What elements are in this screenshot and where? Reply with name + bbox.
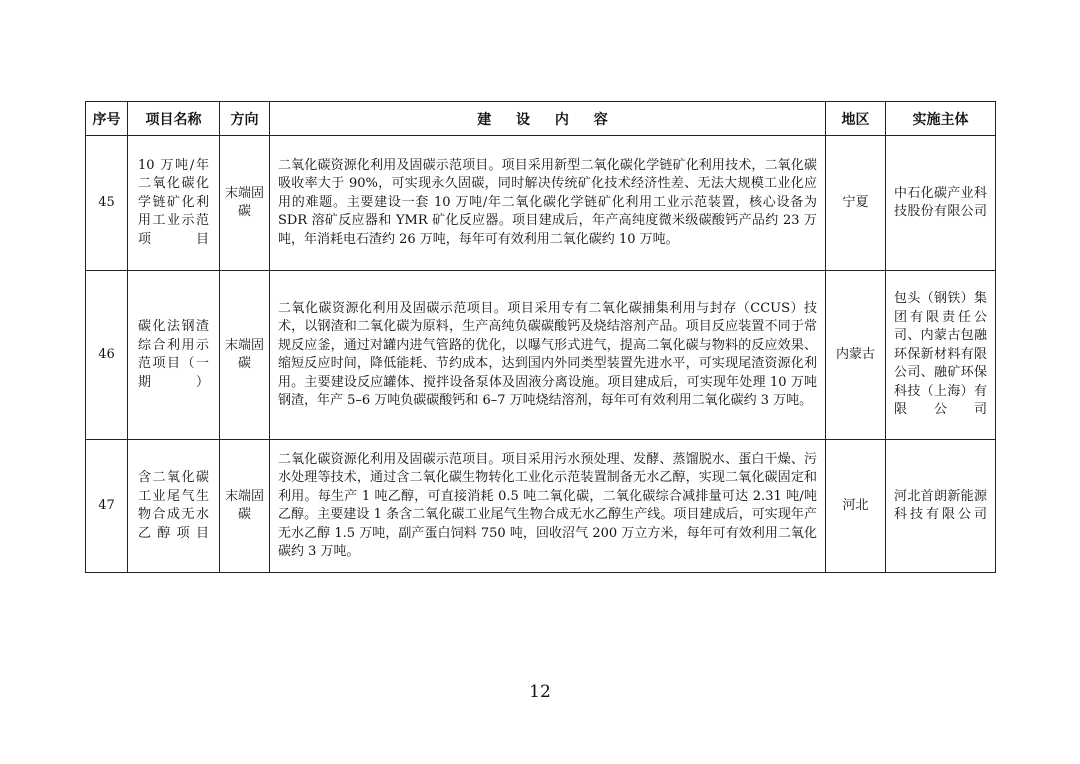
row-number: 47 bbox=[86, 440, 128, 573]
construction-content: 二氧化碳资源化利用及固碳示范项目。项目采用新型二氧化碳化学链矿化利用技术，二氧化碳吸收率大于 90%，可实现永久固碳，同时解决传统矿化技术经济性差、无法大规模工业化应用的难题。主要建设一套 10 万吨/年二氧化碳化学链矿化利用工业示范装置，核心设备为 SDR 溶矿反应器和 YMR 矿化反应器。项目建成后，年产高纯度微米级碳酸钙产品约 23 万吨，年消耗电石渣约 26 万吨，每年可有效利用二氧化碳约 10 万吨。 bbox=[270, 136, 826, 271]
page-number: 12 bbox=[529, 682, 551, 702]
table-row bbox=[86, 136, 996, 271]
direction: 末端固碳 bbox=[220, 440, 270, 573]
direction: 末端固碳 bbox=[220, 136, 270, 271]
table-row bbox=[86, 440, 996, 573]
direction: 末端固碳 bbox=[220, 271, 270, 440]
header-num: 序号 bbox=[86, 102, 128, 136]
header-region: 地区 bbox=[826, 102, 886, 136]
implementing-entity: 包头（钢铁）集团有限责任公司、内蒙古包融环保新材料有限公司、融矿环保科技（上海）有限公司 bbox=[886, 271, 996, 440]
project-name: 碳化法钢渣综合利用示范项目（一期） bbox=[128, 271, 220, 440]
header-entity: 实施主体 bbox=[886, 102, 996, 136]
header-content: 建 设 内 容 bbox=[270, 102, 826, 136]
row-number: 45 bbox=[86, 136, 128, 271]
implementing-entity: 中石化碳产业科技股份有限公司 bbox=[886, 136, 996, 271]
table-row bbox=[86, 271, 996, 440]
header-direction: 方向 bbox=[220, 102, 270, 136]
table-header-row bbox=[86, 102, 996, 136]
construction-content: 二氧化碳资源化利用及固碳示范项目。项目采用污水预处理、发酵、蒸馏脱水、蛋白干燥、污水处理等技术，通过含二氧化碳生物转化工业化示范装置制备无水乙醇，实现二氧化碳固定和利用。每生产 1 吨乙醇，可直接消耗 0.5 吨二氧化碳，二氧化碳综合减排量可达 2.31 吨/吨乙醇。主要建设 1 条含二氧化碳工业尾气生物合成无水乙醇生产线。项目建成后，可实现年产无水乙醇 1.5 万吨，副产蛋白饲料 750 吨，回收沼气 200 万立方米，每年可有效利用二氧化碳约 3 万吨。 bbox=[270, 440, 826, 573]
construction-content: 二氧化碳资源化利用及固碳示范项目。项目采用专有二氧化碳捕集利用与封存（CCUS）技术，以钢渣和二氧化碳为原料，生产高纯负碳碳酸钙及烧结溶剂产品。项目反应装置不同于常规反应釜，通过对罐内进气管路的优化，以曝气形式进气，提高二氧化碳与物料的反应效果、缩短反应时间，降低能耗、节约成本，达到国内外同类型装置先进水平，可实现尾渣资源化利用。主要建设反应罐体、搅拌设备泵体及固液分离设施。项目建成后，可实现年处理 10 万吨钢渣，年产 5–6 万吨负碳碳酸钙和 6–7 万吨烧结溶剂，每年可有效利用二氧化碳约 3 万吨。 bbox=[270, 271, 826, 440]
project-name: 含二氧化碳工业尾气生物合成无水乙醇项目 bbox=[128, 440, 220, 573]
region: 内蒙古 bbox=[826, 271, 886, 440]
header-project-name: 项目名称 bbox=[128, 102, 220, 136]
implementing-entity: 河北首朗新能源科技有限公司 bbox=[886, 440, 996, 573]
row-number: 46 bbox=[86, 271, 128, 440]
region: 河北 bbox=[826, 440, 886, 573]
region: 宁夏 bbox=[826, 136, 886, 271]
project-table bbox=[85, 101, 996, 573]
project-name: 10 万吨/年二氧化碳化学链矿化利用工业示范项目 bbox=[128, 136, 220, 271]
